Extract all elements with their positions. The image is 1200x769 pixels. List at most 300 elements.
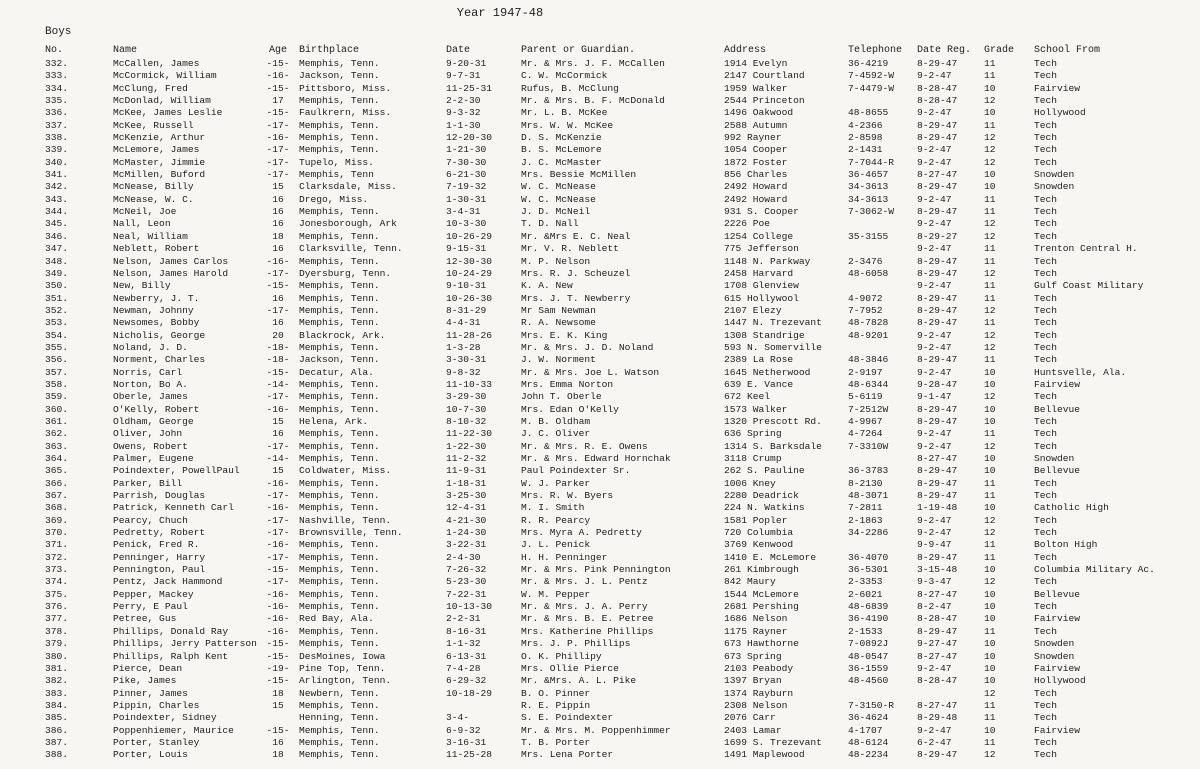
cell-name: Nelson, James Harold — [113, 267, 229, 279]
cell-date: 11-25-28 — [446, 749, 493, 761]
cell-school-from: Tech — [1034, 477, 1058, 489]
cell-birthplace: Memphis, Tenn. — [299, 490, 380, 502]
cell-birthplace: Memphis, Tenn. — [299, 440, 380, 452]
header-telephone: Telephone — [848, 45, 903, 56]
cell-date-reg: 8-2-47 — [917, 601, 952, 613]
cell-address: 2076 Carr — [724, 712, 776, 724]
cell-date: 10-7-30 — [446, 403, 487, 415]
cell-parent: H. H. Penninger — [521, 551, 608, 563]
cell-grade: 10 — [984, 588, 996, 600]
cell-no: 367. — [45, 490, 69, 502]
cell-grade: 10 — [984, 724, 996, 736]
cell-birthplace: Memphis, Tenn. — [299, 736, 380, 748]
cell-no: 363. — [45, 440, 69, 452]
cell-name: Penninger, Harry — [113, 551, 206, 563]
table-row — [0, 478, 1200, 490]
cell-school-from: Tech — [1034, 317, 1058, 329]
cell-no: 339. — [45, 144, 69, 156]
cell-name: McNeil, Joe — [113, 206, 177, 218]
cell-age: -16- — [266, 70, 290, 82]
cell-age: -16- — [266, 477, 290, 489]
cell-address: 2492 Howard — [724, 181, 788, 193]
cell-grade: 11 — [984, 255, 996, 267]
cell-age: -15- — [266, 58, 290, 69]
table-row — [0, 58, 1200, 70]
cell-grade: 11 — [984, 58, 996, 69]
cell-school-from: Tech — [1034, 551, 1058, 563]
cell-date: 1-22-30 — [446, 440, 487, 452]
cell-name: Porter, Louis — [113, 749, 188, 761]
cell-birthplace: Memphis, Tenn. — [299, 255, 380, 267]
cell-grade: 12 — [984, 95, 996, 107]
cell-grade: 11 — [984, 354, 996, 366]
cell-parent: Mr. & Mrs. J. A. Perry — [521, 601, 648, 613]
cell-address: 1320 Prescott Rd. — [724, 415, 822, 427]
cell-age: 16 — [272, 243, 284, 255]
cell-parent: Mr. &Mrs E. C. Neal — [521, 230, 631, 242]
cell-age: -17- — [266, 169, 290, 181]
cell-school-from: Fairview — [1034, 662, 1081, 674]
cell-no: 370. — [45, 527, 69, 539]
cell-birthplace: Jackson, Tenn. — [299, 354, 380, 366]
cell-age: 16 — [272, 193, 284, 205]
cell-no: 359. — [45, 391, 69, 403]
cell-name: Parrish, Douglas — [113, 490, 206, 502]
cell-birthplace: Memphis, Tenn. — [299, 453, 380, 464]
cell-telephone: 2-6021 — [848, 588, 883, 600]
cell-age: -17- — [266, 156, 290, 168]
cell-no: 372. — [45, 551, 69, 563]
cell-parent: Mrs. Edan O'Kelly — [521, 403, 619, 415]
cell-grade: 10 — [984, 662, 996, 674]
cell-no: 341. — [45, 169, 69, 181]
cell-date-reg: 8-27-47 — [917, 650, 958, 662]
cell-grade: 12 — [984, 687, 996, 699]
cell-school-from: Hollywood — [1034, 107, 1086, 119]
cell-date: 7-22-31 — [446, 588, 487, 600]
table-row — [0, 502, 1200, 514]
cell-age: -16- — [266, 403, 290, 415]
cell-school-from: Tech — [1034, 119, 1058, 131]
cell-name: Oberle, James — [113, 391, 188, 403]
cell-age: -15- — [266, 650, 290, 662]
cell-telephone: 36-4657 — [848, 169, 889, 181]
cell-name: Pinner, James — [113, 687, 188, 699]
table-row — [0, 305, 1200, 317]
cell-parent: Mr. & Mrs. Joe L. Watson — [521, 366, 660, 378]
cell-school-from: Tech — [1034, 267, 1058, 279]
table-header — [0, 44, 1200, 58]
table-row — [0, 107, 1200, 119]
cell-grade: 10 — [984, 502, 996, 514]
table-row — [0, 539, 1200, 551]
header-school-from: School From — [1034, 45, 1101, 56]
cell-name: Neblett, Robert — [113, 243, 200, 255]
cell-telephone: 48-4560 — [848, 675, 889, 687]
cell-birthplace: Memphis, Tenn. — [299, 625, 380, 637]
cell-name: Penick, Fred R. — [113, 539, 200, 551]
cell-name: Perry, E Paul — [113, 601, 188, 613]
cell-no: 365. — [45, 465, 69, 477]
cell-grade: 12 — [984, 749, 996, 761]
table-row — [0, 169, 1200, 181]
table-row — [0, 243, 1200, 255]
cell-date-reg: 9-2-47 — [917, 514, 952, 526]
cell-date-reg: 8-29-47 — [917, 132, 958, 144]
cell-birthplace: Pittsboro, Miss. — [299, 82, 392, 94]
cell-address: 1006 Kney — [724, 477, 776, 489]
cell-no: 384. — [45, 699, 69, 711]
cell-grade: 11 — [984, 712, 996, 724]
header-birthplace: Birthplace — [299, 45, 360, 56]
cell-school-from: Tech — [1034, 341, 1058, 353]
cell-date: 9-7-31 — [446, 70, 481, 82]
table-row — [0, 132, 1200, 144]
cell-parent: T. B. Porter — [521, 736, 591, 748]
table-row — [0, 317, 1200, 329]
cell-date-reg: 8-29-47 — [917, 292, 958, 304]
cell-parent: Mrs. Lena Porter — [521, 749, 614, 761]
cell-parent: W. J. Parker — [521, 477, 591, 489]
cell-grade: 11 — [984, 736, 996, 748]
cell-telephone: 7-0892J — [848, 638, 889, 650]
cell-date-reg: 8-27-47 — [917, 588, 958, 600]
cell-address: 2280 Deadrick — [724, 490, 799, 502]
cell-date-reg: 8-27-47 — [917, 453, 958, 464]
cell-date-reg: 9-1-47 — [917, 391, 952, 403]
section-label: Boys — [45, 26, 72, 38]
cell-date: 1-3-28 — [446, 341, 481, 353]
cell-school-from: Tech — [1034, 490, 1058, 502]
cell-address: 615 Hollywool — [724, 292, 799, 304]
cell-date: 3-4-31 — [446, 206, 481, 218]
cell-school-from: Fairview — [1034, 724, 1081, 736]
cell-grade: 11 — [984, 70, 996, 82]
cell-no: 366. — [45, 477, 69, 489]
cell-name: McMaster, Jimmie — [113, 156, 206, 168]
cell-no: 333. — [45, 70, 69, 82]
table-row — [0, 416, 1200, 428]
cell-parent: T. D. Nall — [521, 218, 579, 230]
cell-parent: Mr. & Mrs. Edward Hornchak — [521, 453, 671, 464]
cell-age: -15- — [266, 675, 290, 687]
cell-grade: 11 — [984, 539, 996, 551]
cell-school-from: Snowden — [1034, 181, 1075, 193]
cell-address: 2458 Harvard — [724, 267, 794, 279]
cell-address: 775 Jefferson — [724, 243, 799, 255]
cell-name: Nall, Leon — [113, 218, 171, 230]
cell-name: Pippin, Charles — [113, 699, 200, 711]
table-row — [0, 404, 1200, 416]
cell-address: 1314 S. Barksdale — [724, 440, 822, 452]
cell-no: 364. — [45, 453, 69, 464]
cell-birthplace: Tupelo, Miss. — [299, 156, 374, 168]
cell-name: McLemore, James — [113, 144, 200, 156]
cell-age: 17 — [272, 95, 284, 107]
cell-age: -15- — [266, 82, 290, 94]
cell-telephone: 48-3846 — [848, 354, 889, 366]
cell-address: 1175 Rayner — [724, 625, 788, 637]
cell-no: 369. — [45, 514, 69, 526]
cell-age: -14- — [266, 378, 290, 390]
cell-birthplace: Pine Top, Tenn. — [299, 662, 386, 674]
cell-date: 1-1-32 — [446, 638, 481, 650]
cell-school-from: Tech — [1034, 95, 1058, 107]
cell-no: 357. — [45, 366, 69, 378]
cell-name: McKenzie, Arthur — [113, 132, 206, 144]
cell-no: 346. — [45, 230, 69, 242]
cell-date-reg: 9-2-47 — [917, 156, 952, 168]
cell-address: 2107 Elezy — [724, 304, 782, 316]
cell-telephone: 34-2286 — [848, 527, 889, 539]
cell-school-from: Tech — [1034, 329, 1058, 341]
cell-birthplace: Memphis, Tenn. — [299, 477, 380, 489]
cell-no: 345. — [45, 218, 69, 230]
cell-date-reg: 9-2-47 — [917, 724, 952, 736]
table-row — [0, 157, 1200, 169]
cell-birthplace: Memphis, Tenn. — [299, 601, 380, 613]
cell-telephone: 4-2366 — [848, 119, 883, 131]
table-row — [0, 589, 1200, 601]
cell-name: Newman, Johnny — [113, 304, 194, 316]
cell-date-reg: 8-29-47 — [917, 477, 958, 489]
cell-telephone: 36-4070 — [848, 551, 889, 563]
cell-age: -17- — [266, 304, 290, 316]
cell-date-reg: 8-29-47 — [917, 415, 958, 427]
table-row — [0, 651, 1200, 663]
cell-telephone: 34-3613 — [848, 193, 889, 205]
cell-school-from: Tech — [1034, 193, 1058, 205]
cell-school-from: Tech — [1034, 415, 1058, 427]
cell-telephone: 48-6058 — [848, 267, 889, 279]
cell-date-reg: 3-15-48 — [917, 564, 958, 576]
cell-name: McClung, Fred — [113, 82, 188, 94]
cell-telephone: 2-3476 — [848, 255, 883, 267]
cell-name: Poppenhiemer, Maurice — [113, 724, 234, 736]
cell-date-reg: 8-29-47 — [917, 625, 958, 637]
cell-telephone: 7-7952 — [848, 304, 883, 316]
cell-name: Newberry, J. T. — [113, 292, 200, 304]
cell-name: Pike, James — [113, 675, 177, 687]
cell-grade: 11 — [984, 193, 996, 205]
cell-parent: S. E. Poindexter — [521, 712, 614, 724]
cell-no: 353. — [45, 317, 69, 329]
cell-age: -16- — [266, 613, 290, 625]
cell-parent: R. E. Pippin — [521, 699, 591, 711]
cell-parent: Mr. & Mrs. Pink Pennington — [521, 564, 671, 576]
cell-name: Owens, Robert — [113, 440, 188, 452]
cell-age: -18- — [266, 341, 290, 353]
cell-school-from: Tech — [1034, 58, 1058, 69]
cell-age: -17- — [266, 391, 290, 403]
cell-grade: 10 — [984, 366, 996, 378]
cell-school-from: Tech — [1034, 440, 1058, 452]
cell-address: 261 Kimbrough — [724, 564, 799, 576]
cell-date: 12-4-31 — [446, 502, 487, 514]
cell-telephone: 2-8598 — [848, 132, 883, 144]
cell-school-from: Tech — [1034, 304, 1058, 316]
table-row — [0, 391, 1200, 403]
cell-age: 16 — [272, 292, 284, 304]
cell-grade: 10 — [984, 465, 996, 477]
cell-no: 352. — [45, 304, 69, 316]
cell-school-from: Fairview — [1034, 82, 1081, 94]
cell-no: 371. — [45, 539, 69, 551]
cell-date: 9-8-32 — [446, 366, 481, 378]
cell-date: 3-30-31 — [446, 354, 487, 366]
cell-date-reg: 8-29-47 — [917, 181, 958, 193]
cell-name: Neal, William — [113, 230, 188, 242]
cell-address: 1410 E. McLemore — [724, 551, 817, 563]
cell-date: 6-29-32 — [446, 675, 487, 687]
cell-date-reg: 9-9-47 — [917, 539, 952, 551]
cell-age: 16 — [272, 206, 284, 218]
cell-parent: M. B. Oldham — [521, 415, 591, 427]
cell-age: -15- — [266, 107, 290, 119]
cell-grade: 11 — [984, 119, 996, 131]
cell-grade: 10 — [984, 181, 996, 193]
table-row — [0, 465, 1200, 477]
cell-school-from: Tech — [1034, 428, 1058, 440]
cell-parent: W. C. McNease — [521, 193, 596, 205]
table-row — [0, 95, 1200, 107]
cell-date-reg: 8-29-27 — [917, 230, 958, 242]
cell-address: 931 S. Cooper — [724, 206, 799, 218]
cell-telephone: 7-2811 — [848, 502, 883, 514]
cell-age: 18 — [272, 749, 284, 761]
cell-date-reg: 8-29-48 — [917, 712, 958, 724]
header-age: Age — [268, 45, 287, 56]
cell-no: 349. — [45, 267, 69, 279]
table-row — [0, 181, 1200, 193]
cell-school-from: Tech — [1034, 601, 1058, 613]
cell-no: 337. — [45, 119, 69, 131]
cell-date: 5-23-30 — [446, 576, 487, 588]
cell-no: 354. — [45, 329, 69, 341]
cell-parent: Mrs. Ollie Pierce — [521, 662, 619, 674]
cell-address: 593 N. Somerville — [724, 341, 822, 353]
cell-birthplace: Drego, Miss. — [299, 193, 369, 205]
cell-age: -17- — [266, 440, 290, 452]
cell-parent: Mr. & Mrs. M. Poppenhimmer — [521, 724, 671, 736]
cell-parent: J. C. Oliver — [521, 428, 591, 440]
cell-age: 18 — [272, 230, 284, 242]
cell-address: 1708 Glenview — [724, 280, 799, 292]
cell-school-from: Bolton High — [1034, 539, 1098, 551]
cell-birthplace: Coldwater, Miss. — [299, 465, 392, 477]
table-row — [0, 379, 1200, 391]
cell-birthplace: Blackrock, Ark. — [299, 329, 386, 341]
cell-name: McCallen, James — [113, 58, 200, 69]
cell-no: 360. — [45, 403, 69, 415]
cell-telephone: 48-6839 — [848, 601, 889, 613]
cell-school-from: Tech — [1034, 156, 1058, 168]
cell-name: Poindexter, PowellPaul — [113, 465, 240, 477]
cell-name: Parker, Bill — [113, 477, 183, 489]
cell-telephone: 48-0547 — [848, 650, 889, 662]
cell-no: 351. — [45, 292, 69, 304]
cell-parent: B. O. Pinner — [521, 687, 591, 699]
cell-date-reg: 6-2-47 — [917, 736, 952, 748]
cell-age: 16 — [272, 428, 284, 440]
cell-school-from: Columbia Military Ac. — [1034, 564, 1155, 576]
cell-address: 1581 Popler — [724, 514, 788, 526]
cell-school-from: Tech — [1034, 144, 1058, 156]
cell-date-reg: 9-2-47 — [917, 107, 952, 119]
cell-parent: C. W. McCormick — [521, 70, 608, 82]
cell-address: 1872 Foster — [724, 156, 788, 168]
cell-parent: Mrs. J. T. Newberry — [521, 292, 631, 304]
header-name: Name — [113, 45, 138, 56]
cell-grade: 12 — [984, 156, 996, 168]
cell-age: -17- — [266, 551, 290, 563]
cell-name: Pearcy, Chuch — [113, 514, 188, 526]
cell-address: 1496 Oakwood — [724, 107, 794, 119]
cell-telephone: 36-1559 — [848, 662, 889, 674]
cell-date-reg: 8-27-47 — [917, 169, 958, 181]
student-table — [0, 58, 1200, 762]
cell-parent: Mr. & Mrs. B. E. Petree — [521, 613, 654, 625]
cell-birthplace: Memphis, Tenn. — [299, 292, 380, 304]
cell-grade: 12 — [984, 329, 996, 341]
cell-parent: W. M. Pepper — [521, 588, 591, 600]
cell-birthplace: Memphis, Tenn. — [299, 341, 380, 353]
table-row — [0, 490, 1200, 502]
cell-name: O'Kelly, Robert — [113, 403, 200, 415]
cell-birthplace: Red Bay, Ala. — [299, 613, 374, 625]
cell-date: 8-10-32 — [446, 415, 487, 427]
cell-date-reg: 8-29-47 — [917, 119, 958, 131]
cell-grade: 12 — [984, 576, 996, 588]
cell-parent: Mrs. Bessie McMillen — [521, 169, 637, 181]
cell-date: 1-21-30 — [446, 144, 487, 156]
cell-parent: Mr Sam Newman — [521, 304, 596, 316]
cell-school-from: Bellevue — [1034, 465, 1081, 477]
cell-telephone: 35-3155 — [848, 230, 889, 242]
cell-date: 3-25-30 — [446, 490, 487, 502]
cell-school-from: Tech — [1034, 255, 1058, 267]
cell-grade: 11 — [984, 477, 996, 489]
cell-date: 3-4- — [446, 712, 470, 724]
cell-birthplace: Memphis, Tenn. — [299, 317, 380, 329]
cell-date: 9-3-32 — [446, 107, 481, 119]
cell-date-reg: 9-2-47 — [917, 440, 952, 452]
cell-birthplace: Dyersburg, Tenn. — [299, 267, 392, 279]
cell-no: 375. — [45, 588, 69, 600]
cell-school-from: Tech — [1034, 527, 1058, 539]
cell-grade: 10 — [984, 82, 996, 94]
cell-birthplace: Memphis, Tenn. — [299, 576, 380, 588]
cell-school-from: Hollywood — [1034, 675, 1086, 687]
cell-birthplace: Clarksville, Tenn. — [299, 243, 403, 255]
cell-telephone: 7-7044-R — [848, 156, 895, 168]
cell-parent: Mrs. Katherine Phillips — [521, 625, 654, 637]
cell-address: 720 Columbia — [724, 527, 794, 539]
cell-telephone: 4-9072 — [848, 292, 883, 304]
cell-age: -18- — [266, 354, 290, 366]
cell-school-from: Tech — [1034, 699, 1058, 711]
cell-name: Patrick, Kenneth Carl — [113, 502, 234, 514]
cell-school-from: Bellevue — [1034, 403, 1081, 415]
cell-date: 6-21-30 — [446, 169, 487, 181]
cell-date-reg: 9-2-47 — [917, 243, 952, 255]
header-date-reg: Date Reg. — [917, 45, 972, 56]
cell-name: Norris, Carl — [113, 366, 183, 378]
cell-date: 9-15-31 — [446, 243, 487, 255]
cell-age: 16 — [272, 218, 284, 230]
cell-date-reg: 9-2-47 — [917, 329, 952, 341]
cell-no: 336. — [45, 107, 69, 119]
